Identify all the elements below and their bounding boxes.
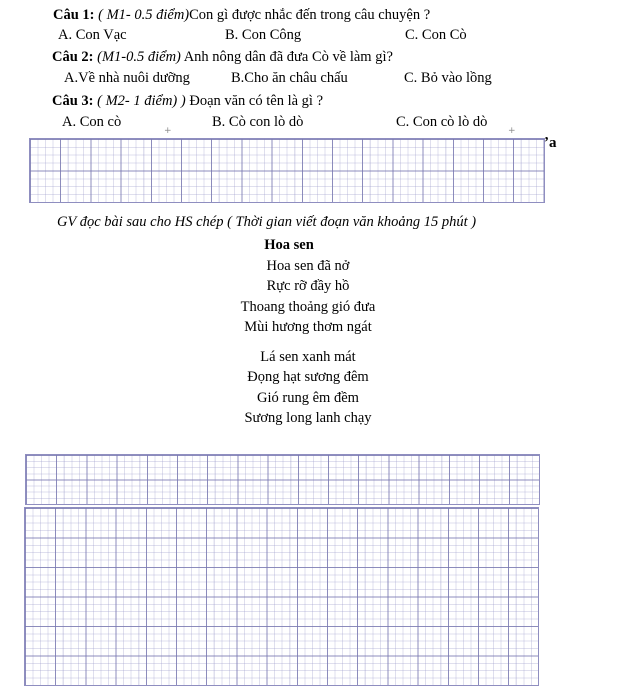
question-1-points: ( M1- 0.5 điểm) — [94, 7, 190, 23]
question-2-option-a: A.Về nhà nuôi dưỡng — [64, 70, 190, 86]
question-3-option-b: B. Cò con lò dò — [212, 114, 304, 130]
question-1-options — [0, 27, 625, 47]
poem-stanza-2 — [0, 347, 616, 429]
poem-line: Sương long lanh chạy — [244, 410, 372, 427]
question-3 — [52, 92, 323, 112]
question-3-points: ( M2- 1 điểm) ) — [93, 93, 186, 109]
question-2-points: (M1-0.5 điểm) — [93, 49, 181, 65]
poem-line: Gió rung êm đềm — [257, 389, 359, 406]
question-1-text: Con gì được nhắc đến trong câu chuyện ? — [189, 7, 431, 23]
question-1-label: Câu 1: — [53, 7, 95, 23]
poem-title: Hoa sen — [264, 237, 314, 253]
poem-line: Mùi hương thơm ngát — [244, 319, 372, 336]
question-3-label: Câu 3: — [52, 93, 94, 109]
question-2-options — [0, 70, 625, 90]
question-2 — [52, 48, 393, 68]
handwriting-grid-copy-top — [25, 454, 540, 505]
handwriting-grid-copy-main — [24, 507, 539, 686]
anchor-cross-icon: + — [508, 126, 516, 136]
poem-line: Hoa sen đã nở — [266, 258, 350, 274]
grid-annotation-text: ʼa — [544, 135, 557, 151]
question-1-option-a: A. Con Vạc — [58, 27, 127, 43]
question-3-option-a: A. Con cò — [62, 114, 122, 130]
question-3-text: Đoạn văn có tên là gì ? — [185, 93, 324, 109]
question-2-label: Câu 2: — [52, 49, 94, 65]
dictation-instruction: GV đọc bài sau cho HS chép ( Thời gian viết đoạn văn khoảng 15 phút ) — [57, 214, 477, 230]
poem-line: Đọng hạt sương đêm — [247, 369, 369, 386]
question-3-option-c: C. Con cò lò dò — [396, 114, 488, 130]
handwriting-grid-answer — [29, 138, 545, 203]
question-2-option-c: C. Bỏ vào lồng — [404, 70, 492, 86]
question-1 — [53, 6, 430, 26]
poem-stanza-1 — [0, 256, 616, 338]
poem-line: Thoang thoảng gió đưa — [240, 298, 376, 315]
poem-line: Lá sen xanh mát — [260, 349, 356, 365]
poem-line: Rực rỡ đầy hồ — [266, 278, 350, 295]
question-1-option-c: C. Con Cò — [405, 27, 467, 43]
question-2-option-b: B.Cho ăn châu chấu — [231, 70, 348, 86]
question-1-option-b: B. Con Công — [225, 27, 302, 43]
question-3-options — [0, 114, 625, 134]
question-2-text: Anh nông dân đã đưa Cò về làm gì? — [180, 49, 393, 65]
anchor-cross-icon: + — [164, 126, 172, 136]
